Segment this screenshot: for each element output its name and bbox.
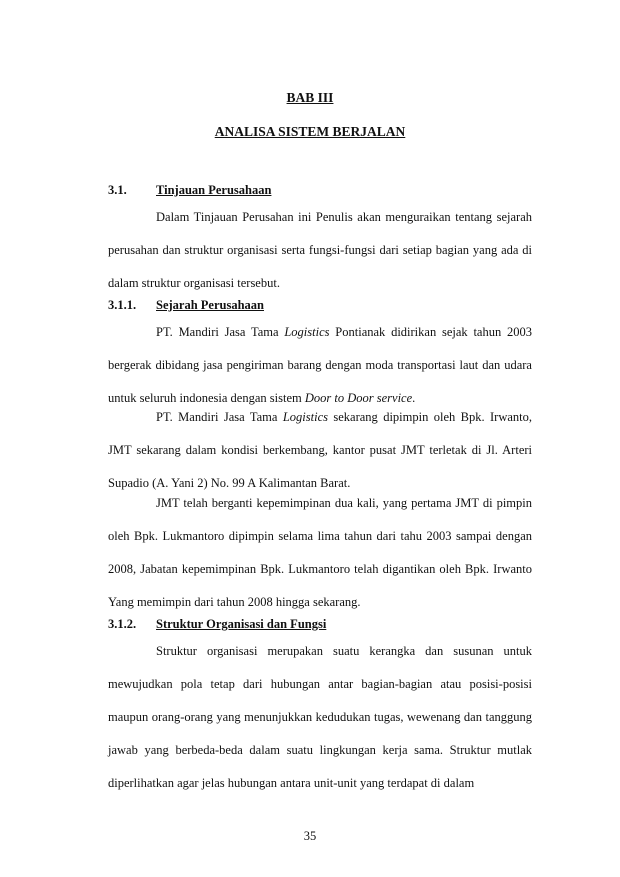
section-heading-3-1-1: [108, 298, 264, 313]
text-run: .: [412, 391, 416, 405]
section-number: 3.1.1.: [108, 298, 137, 312]
chapter-number: BAB III: [286, 90, 334, 105]
text-run: PT. Mandiri Jasa Tama: [156, 325, 285, 339]
text-run-italic: Logistics: [282, 410, 328, 424]
section-heading-3-1-2: [108, 617, 327, 632]
section-number: 3.1.2.: [108, 617, 137, 631]
paragraph-text: JMT telah berganti kepemimpinan dua kali, yang pertama JMT di pimpin oleh Bpk. Lukmantoro dipimpin selama lima tahun dari tahu 2003 sampai dengan 2008, Jabatan kepemimpinan Bpk. Lukmantoro telah digantikan oleh Bpk. Irwanto Yang memimpin dari tahun 2008 hingga sekarang.: [108, 496, 532, 609]
section-title: Tinjauan Perusahaan: [156, 183, 272, 197]
text-run: sekarang dipimpin oleh Bpk. Irwanto, JMT sekarang dalam kondisi berkembang, kantor pusat JMT terletak di Jl. Arteri Supadio (A. Yani 2) No. 99 A Kalimantan Barat.: [108, 410, 532, 490]
text-run: Pontianak didirikan sejak tahun 2003 bergerak dibidang jasa pengiriman barang dengan moda transportasi laut dan udara untuk seluruh indonesia dengan sistem: [108, 325, 532, 405]
text-run-italic: Logistics: [284, 325, 330, 339]
paragraph-history-3: [108, 487, 532, 619]
paragraph-text: Struktur organisasi merupakan suatu kerangka dan susunan untuk mewujudkan pola tetap dari hubungan antar bagian-bagian atau posisi-posisi maupun orang-orang yang menunjukkan kedudukan tugas, wewenang dan tanggung jawab yang berbeda-beda dalam suatu lingkungan kerja sama. Struktur mutlak diperlihatkan agar jelas hubungan antara unit-unit yang terdapat di dalam: [108, 644, 532, 790]
section-title: Struktur Organisasi dan Fungsi: [156, 617, 327, 631]
paragraph-text: Dalam Tinjauan Perusahan ini Penulis akan menguraikan tentang sejarah perusahan dan struktur organisasi serta fungsi-fungsi dari setiap bagian yang ada di dalam struktur organisasi tersebut.: [108, 210, 532, 290]
text-run: PT. Mandiri Jasa Tama: [156, 410, 283, 424]
paragraph-intro: [108, 201, 532, 300]
section-number: 3.1.: [108, 183, 127, 197]
paragraph-history-2: [108, 401, 532, 500]
text-run-italic: Door to Door service: [304, 391, 413, 405]
paragraph-structure: [108, 635, 532, 800]
paragraph-text: [108, 401, 532, 500]
page-number: 35: [303, 829, 317, 843]
chapter-title: ANALISA SISTEM BERJALAN: [214, 124, 406, 139]
section-heading-3-1: [108, 183, 272, 198]
section-title: Sejarah Perusahaan: [156, 298, 264, 312]
